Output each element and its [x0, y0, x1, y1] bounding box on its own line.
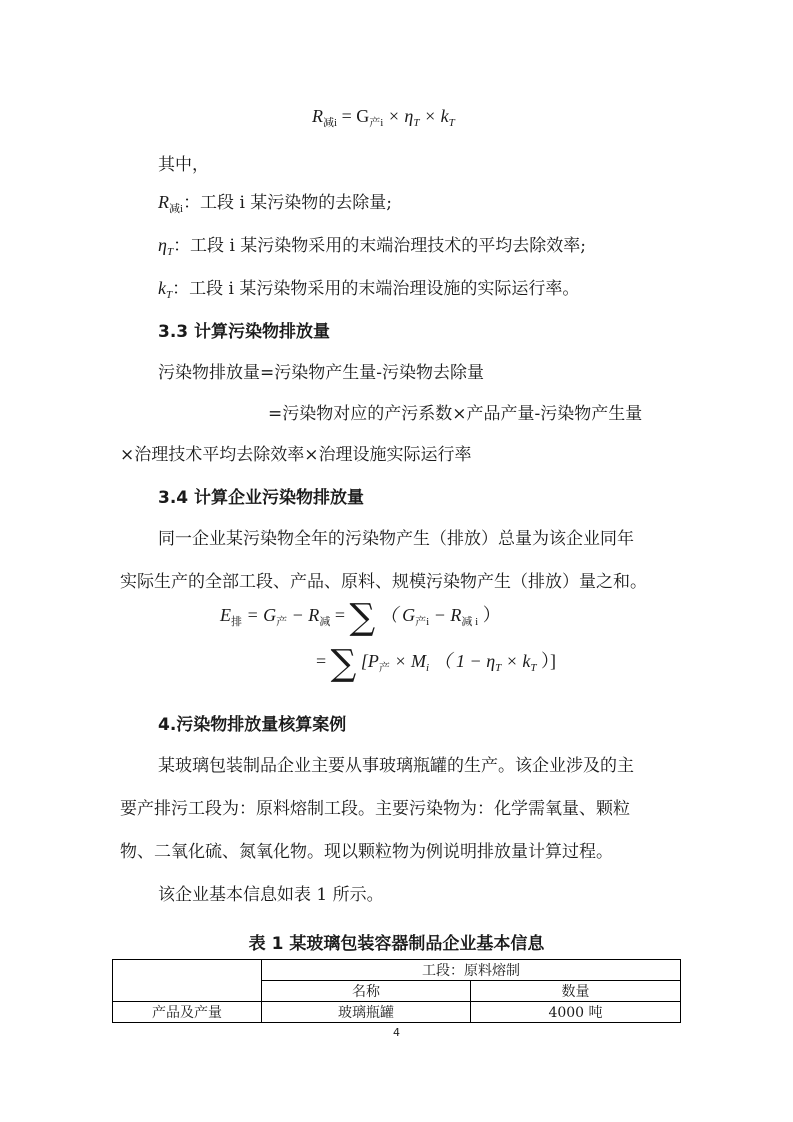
definition-subscript: 减i [169, 203, 184, 215]
definition-symbol: η [158, 235, 167, 255]
summation-sign: ∑ [349, 597, 376, 638]
formula-subscript: 减i [323, 117, 338, 129]
formula-subscript: 减 [319, 616, 331, 628]
formula-text: （ G [379, 605, 416, 625]
formula-subscript: 排 [231, 616, 242, 628]
table-col-qty: 数量 [471, 981, 681, 1002]
section-heading-3-4: 3.4 计算企业污染物排放量 [158, 488, 365, 508]
formula-removal [312, 106, 455, 130]
formula-text: = G [246, 605, 277, 625]
formula-subscript: 产 [378, 662, 390, 674]
formula-symbol: E [220, 605, 231, 625]
formula-text: × k [505, 651, 531, 671]
definition-symbol: k [158, 278, 166, 298]
table-cell-empty [113, 960, 262, 1002]
formula-text: − R [291, 605, 320, 625]
definition-subscript: T [166, 289, 173, 301]
definition-symbol: R [158, 192, 169, 212]
table-row [113, 1002, 681, 1023]
paragraph-3-4-line-2: 实际生产的全部工段、产品、原料、规模污染物产生（排放）量之和。 [120, 572, 647, 592]
formula-text: = [316, 651, 327, 671]
table-row [113, 960, 681, 981]
emission-formula-line-3: ×治理技术平均去除效率×治理设施实际运行率 [120, 445, 472, 465]
formula-text: = G [341, 106, 370, 126]
definition-text: ：工段 i 某污染物采用的末端治理设施的实际运行率。 [172, 279, 580, 299]
formula-subscript: T [495, 662, 502, 674]
formula-subscript: 产i [415, 616, 430, 628]
formula-text: × η [387, 106, 414, 126]
formula-symbol: R [312, 106, 323, 126]
section-heading-4: 4.污染物排放量核算案例 [158, 715, 347, 735]
paragraph-4-line-3: 物、二氧化硫、氮氧化物。现以颗粒物为例说明排放量计算过程。 [120, 842, 613, 862]
table-cell-qty: 4000 吨 [471, 1002, 681, 1023]
formula-subscript: 产i [369, 117, 384, 129]
where-label: 其中， [158, 155, 209, 175]
definition-k [158, 274, 579, 301]
paragraph-4-line-1: 某玻璃包装制品企业主要从事玻璃瓶罐的生产。该企业涉及的主 [158, 756, 634, 776]
formula-subscript: T [530, 662, 537, 674]
formula-text: × M [394, 651, 426, 671]
page-number: 4 [393, 1026, 400, 1039]
definition-subscript: T [166, 246, 174, 258]
table-cell-name: 玻璃瓶罐 [262, 1002, 471, 1023]
formula-text: = [334, 605, 345, 625]
paragraph-4-line-4: 该企业基本信息如表 1 所示。 [158, 885, 384, 905]
table-col-name: 名称 [262, 981, 471, 1002]
table-section-header: 工段：原料熔制 [262, 960, 681, 981]
formula-emission-line-2 [316, 643, 557, 684]
formula-subscript: i [426, 662, 430, 674]
formula-text: × k [423, 106, 449, 126]
formula-text: [P [360, 651, 379, 671]
formula-subscript: T [413, 117, 420, 129]
definition-text: ：工段 i 某污染物的去除量; [183, 193, 393, 213]
table-row-label: 产品及产量 [113, 1002, 262, 1023]
formula-subscript: T [448, 117, 455, 129]
formula-subscript: 产 [276, 616, 288, 628]
formula-text: − R [433, 605, 462, 625]
paragraph-3-4-line-1: 同一企业某污染物全年的污染物产生（排放）总量为该企业同年 [158, 529, 634, 549]
emission-formula-line-1: 污染物排放量=污染物产生量-污染物去除量 [158, 363, 484, 383]
emission-formula-line-2: =污染物对应的产污系数×产品产量-污染物产生量 [268, 404, 643, 424]
definition-text: ：工段 i 某污染物采用的末端治理技术的平均去除效率; [173, 236, 587, 256]
paragraph-4-line-2: 要产排污工段为：原料熔制工段。主要污染物为：化学需氧量、颗粒 [120, 799, 630, 819]
table-title: 表 1 某玻璃包装容器制品企业基本信息 [248, 934, 545, 954]
formula-emission-line-1 [220, 597, 501, 638]
section-heading-3-3: 3.3 计算污染物排放量 [158, 322, 331, 342]
definition-r [158, 188, 392, 216]
summation-sign: ∑ [330, 643, 357, 684]
formula-text: ） [482, 605, 501, 625]
definition-eta [158, 231, 586, 258]
formula-text: ）] [541, 651, 557, 671]
formula-subscript: 减 i [461, 616, 479, 628]
basic-info-table [112, 959, 681, 1023]
formula-text: （ 1 − η [433, 651, 496, 671]
